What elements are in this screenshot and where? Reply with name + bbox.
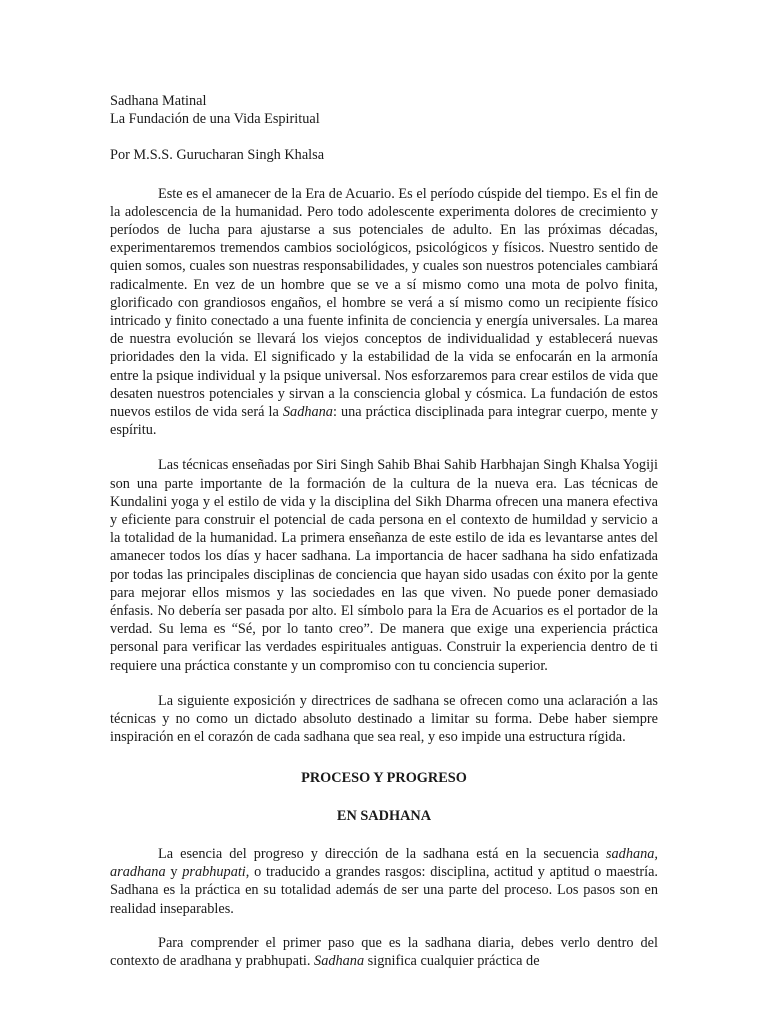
paragraph-4-text-b: y (165, 864, 183, 881)
paragraph-5-italic: Sadhana (314, 952, 365, 969)
paragraph-5-text-b: significa cualquier práctica de (364, 952, 540, 969)
paragraph-1 (110, 185, 658, 440)
document-author: Por M.S.S. Gurucharan Singh Khalsa (110, 147, 325, 164)
paragraph-1-text-a: Este es el amanecer de la Era de Acuario. Es el período cúspide del tiempo. Es el fin de la adolescencia de la humanidad. Pero todo adolescente experimenta dolores de crecimiento y períodos de lucha para ajustarse a sus potenciales de adulto. En las próximas décadas, experimentaremos tremendos cambios sociológicos, psicológicos y físicos. Nuestro sentido de quien somos, cuales son nuestras responsabilidades, y cuales son nuestros potenciales cambiará radicalmente. En vez de un hombre que se ve a sí mismo como una mota de polvo finita, glorificado con grandiosos engaños, el hombre se verá a sí mismo como un recipiente físico intricado y finito conectado a una fuente infinita de conciencia y energía universales. La marea de nuestra evolución se llevará los viejos conceptos de individualidad y establecerá nuevas prioridades den la vida. El significado y la estabilidad de la vida se enfocarán en la armonía entre la psique individual y la psique universal. Nos esforzaremos para crear estilos de vida que desaten nuestros potenciales y sirvan a la consciencia global y cósmica. La fundación de estos nuevos estilos de vida será la (110, 185, 658, 421)
paragraph-1-italic: Sadhana (282, 404, 333, 421)
document-body (110, 92, 658, 970)
paragraph-4-italic-a: sadhana, aradhana (110, 845, 658, 881)
paragraph-4 (110, 845, 658, 918)
paragraph-4-text-c: , o traducido a grandes rasgos: disciplina, actitud y aptitud o maestría. Sadhana es la práctica en su totalidad además de ser una parte del proceso. Los pasos son en realidad inseparables. (110, 864, 658, 917)
paragraph-2: Las técnicas enseñadas por Siri Singh Sahib Bhai Sahib Harbhajan Singh Khalsa Yogiji son una parte importante de la formación de la cultura de la nueva era. Las técnicas de Kundalini yoga y el estilo de vida y la disciplina del Sikh Dharma ofrecen una manera efectiva y eficiente para construir el potencial de cada persona en el contexto de humildad y servicio a la totalidad de la humanidad. La primera enseñanza de este estilo de ida es levantarse antes del amanecer todos los días y hacer sadhana. La importancia de hacer sadhana ha sido enfatizada por todas las principales disciplinas de conciencia que hayan sido usadas con éxito por la gente para mejorar ellos mismos y las sociedades en las que viven. No puede poner demasiado énfasis. No debería ser pasada por alto. El símbolo para la Era de Acuarios es el portador de la verdad. Su lema es “Sé, por lo tanto creo”. De manera que exige una experiencia práctica personal para verificar las verdades espirituales antiguas. Construir la experiencia dentro de ti requiere una práctica constante y un compromiso con tu conciencia superior. (110, 457, 658, 674)
section-heading-2: EN SADHANA (336, 807, 432, 824)
section-heading-1: PROCESO Y PROGRESO (301, 769, 467, 786)
paragraph-4-italic-b: prabhupati (182, 864, 246, 881)
document-title-line-2: La Fundación de una Vida Espiritual (110, 111, 320, 128)
paragraph-3: La siguiente exposición y directrices de sadhana se ofrecen como una aclaración a las técnicas y no como un dictado absoluto destinado a limitar su forma. Debe haber siempre inspiración en el corazón de cada sadhana que sea real, y eso impide una estructura rígida. (110, 692, 658, 746)
document-title-line-1: Sadhana Matinal (110, 93, 207, 109)
paragraph-5 (110, 934, 658, 970)
paragraph-4-text-a: La esencia del progreso y dirección de la sadhana está en la secuencia (158, 845, 606, 862)
paragraph-1-text-b: : una práctica disciplinada para integrar cuerpo, mente y espíritu. (110, 404, 659, 439)
paragraph-5-text-a: Para comprender el primer paso que es la sadhana diaria, debes verlo dentro del contexto de aradhana y prabhupati. (110, 934, 658, 969)
